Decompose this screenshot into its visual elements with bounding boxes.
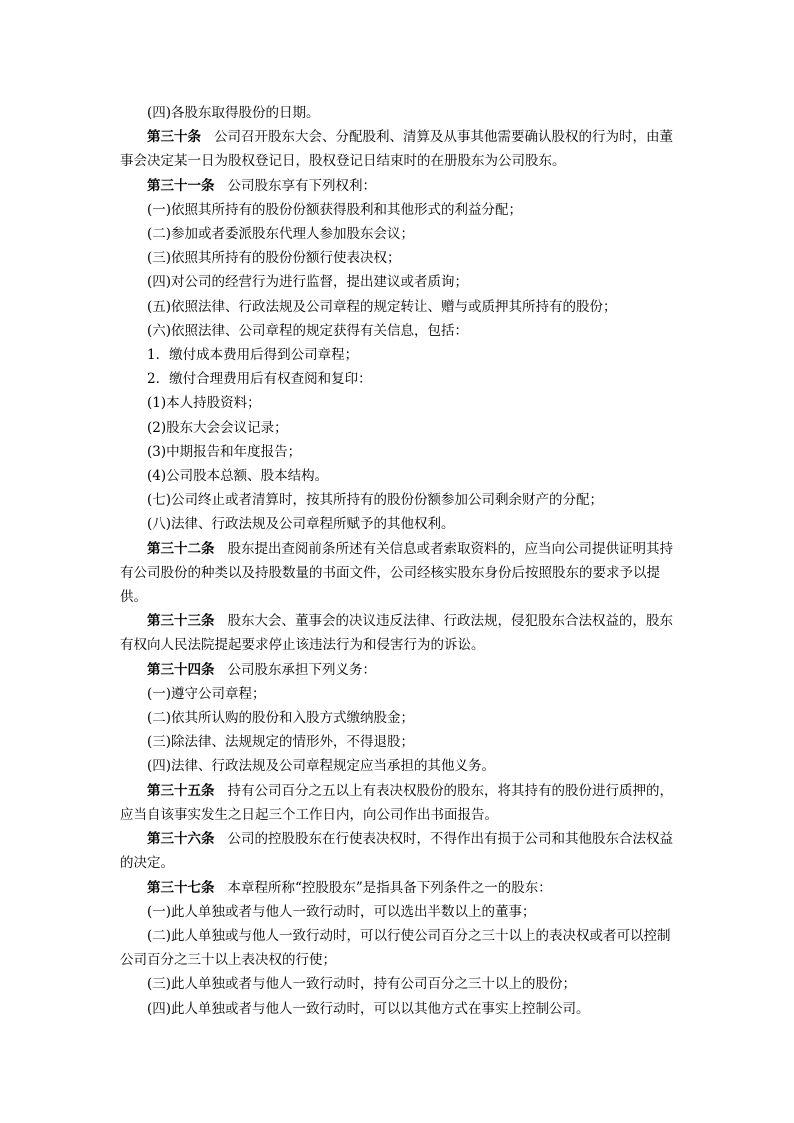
article-paragraph: [120, 779, 676, 827]
paragraph-text: 持有公司百分之五以上有表决权股份的股东，将其持有的股份进行质押的，应当自该事实发生之日起三个工作日内，向公司作出书面报告。: [120, 782, 673, 823]
paragraph-text: 公司召开股东大会、分配股利、清算及从事其他需要确认股权的行为时，由董事会决定某一日为股权登记日，股权登记日结束时的在册股东为公司股东。: [120, 129, 673, 170]
article-number: 第三十六条: [147, 831, 215, 848]
paragraph-text: (四)对公司的经营行为进行监督，提出建议或者质询；: [147, 274, 469, 291]
article-paragraph: [120, 827, 676, 875]
paragraph-text: (四)法律、行政法规及公司章程规定应当承担的其他义务。: [147, 758, 496, 775]
list-item: [120, 270, 676, 294]
paragraph-text: 公司股东享有下列权利：: [227, 177, 376, 194]
paragraph-text: (一)此人单独或者与他人一致行动时，可以选出半数以上的董事；: [147, 903, 536, 920]
article-number: 第三十一条: [147, 177, 215, 194]
list-item: [120, 222, 676, 246]
list-item: [120, 198, 676, 222]
article-number: 第三十三条: [147, 613, 215, 630]
list-item: [120, 295, 676, 319]
list-item: [120, 900, 676, 924]
paragraph: [120, 101, 676, 125]
paragraph-text: (二)参加或者委派股东代理人参加股东会议；: [147, 226, 415, 243]
paragraph-text: 1．缴付成本费用后得到公司章程；: [147, 347, 359, 364]
paragraph-text: (三)此人单独或者与他人一致行动时，持有公司百分之三十以上的股份；: [147, 976, 577, 993]
list-item: [120, 997, 676, 1021]
list-item: [120, 972, 676, 996]
paragraph-text: 公司股东承担下列义务：: [227, 661, 376, 678]
paragraph-text: (二)依其所认购的股份和入股方式缴纳股金；: [147, 710, 415, 727]
article-number: 第三十七条: [147, 879, 215, 896]
document-body: [120, 101, 676, 1021]
article-number: 第三十五条: [147, 782, 215, 799]
paragraph-text: (一)依照其所持有的股份份额获得股利和其他形式的利益分配；: [147, 201, 523, 218]
paragraph-text: 公司的控股股东在行使表决权时，不得作出有损于公司和其他股东合法权益的决定。: [120, 831, 673, 872]
list-item: [120, 391, 676, 415]
list-item: [120, 730, 676, 754]
paragraph-text: (2)股东大会会议记录；: [147, 419, 288, 436]
paragraph-text: (三)除法律、法规规定的情形外，不得退股；: [147, 734, 415, 751]
article-paragraph: [120, 876, 676, 900]
list-item: [120, 416, 676, 440]
paragraph-text: (六)依照法律、公司章程的规定获得有关信息，包括：: [147, 322, 469, 339]
paragraph-text: (四)各股东取得股份的日期。: [147, 105, 320, 121]
paragraph-text: (1)本人持股资料；: [147, 395, 261, 412]
paragraph-text: 本章程所称“控股股东”是指具备下列条件之一的股东：: [227, 879, 552, 896]
paragraph-text: 股东提出查阅前条所述有关信息或者索取资料的，应当向公司提供证明其持有公司股份的种类以及持股数量的书面文件，公司经核实股东身份后按照股东的要求予以提供。: [120, 540, 673, 606]
article-paragraph: [120, 658, 676, 682]
list-item: [120, 343, 676, 367]
paragraph-text: (四)此人单独或者与他人一致行动时，可以以其他方式在事实上控制公司。: [147, 1000, 590, 1017]
paragraph-text: (3)中期报告和年度报告；: [147, 443, 302, 460]
article-paragraph: [120, 174, 676, 198]
list-item: [120, 754, 676, 778]
paragraph-text: 股东大会、董事会的决议违反法律、行政法规，侵犯股东合法权益的，股东有权向人民法院提起要求停止该违法行为和侵害行为的诉讼。: [120, 613, 673, 654]
paragraph-text: (三)依照其所持有的股份份额行使表决权；: [147, 250, 401, 267]
list-item: [120, 488, 676, 512]
list-item: [120, 512, 676, 536]
list-item: [120, 464, 676, 488]
list-item: [120, 367, 676, 391]
list-item: [120, 246, 676, 270]
paragraph-text: (七)公司终止或者清算时，按其所持有的股份份额参加公司剩余财产的分配；: [147, 492, 604, 509]
list-item: [120, 706, 676, 730]
paragraph-text: (4)公司股本总额、股本结构。: [147, 468, 329, 485]
list-item: [120, 682, 676, 706]
paragraph-text: (二)此人单独或与他人一致行动时，可以行使公司百分之三十以上的表决权或者可以控制公司百分之三十以上表决权的行使；: [120, 927, 671, 969]
paragraph-text: (八)法律、行政法规及公司章程所赋予的其他权利。: [147, 516, 455, 533]
list-item: [120, 319, 676, 343]
list-item: [120, 924, 676, 972]
article-number: 第三十二条: [147, 540, 215, 557]
paragraph-text: 2．缴付合理费用后有权查阅和复印：: [147, 371, 372, 388]
article-paragraph: [120, 125, 676, 173]
article-number: 第三十条: [147, 129, 201, 146]
list-item: [120, 440, 676, 464]
article-number: 第三十四条: [147, 661, 215, 678]
paragraph-text: (五)依照法律、行政法规及公司章程的规定转让、赠与或质押其所持有的股份；: [147, 298, 617, 315]
paragraph-text: (一)遵守公司章程；: [147, 685, 266, 702]
article-paragraph: [120, 609, 676, 657]
article-paragraph: [120, 537, 676, 610]
